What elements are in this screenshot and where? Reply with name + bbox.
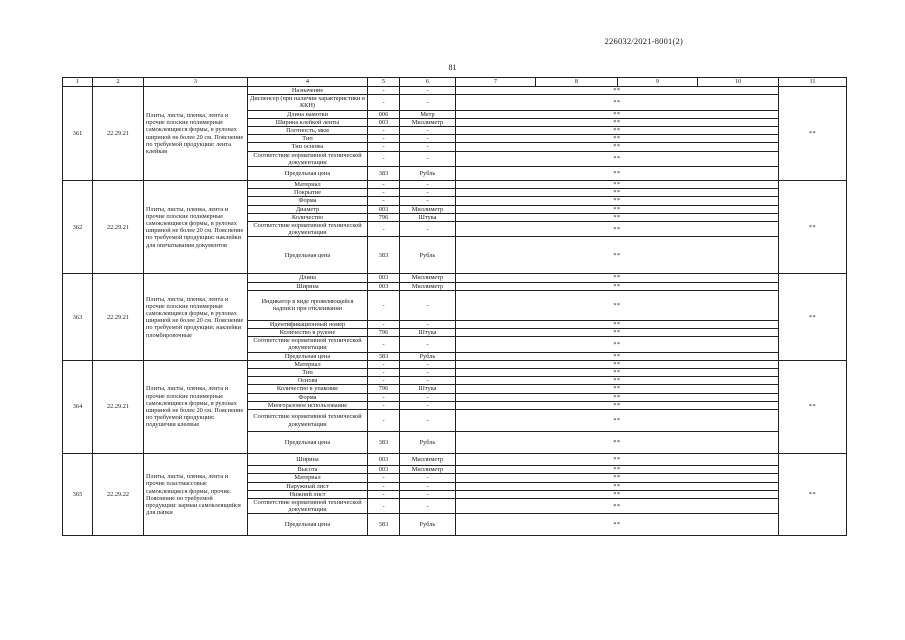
characteristic-name: Материал — [248, 360, 368, 368]
unit-name: - — [400, 95, 456, 110]
item-number: 365 — [63, 454, 93, 536]
characteristic-name: Наружный лист — [248, 482, 368, 490]
characteristic-value: ** — [456, 189, 779, 197]
unit-name: - — [400, 410, 456, 432]
document-id: 226032/2021-8001(2) — [604, 36, 683, 46]
item-number: 362 — [63, 181, 93, 274]
item-number: 361 — [63, 87, 93, 181]
characteristic-value: ** — [456, 482, 779, 490]
characteristic-value: ** — [456, 393, 779, 401]
unit-name: Рубль — [400, 514, 456, 536]
characteristic-name: Соответствие нормативной технической документации — [248, 410, 368, 432]
characteristic-name: Основа — [248, 377, 368, 385]
unit-code: 383 — [368, 237, 400, 274]
unit-code: - — [368, 87, 400, 95]
characteristic-name: Количество — [248, 213, 368, 221]
unit-code: - — [368, 401, 400, 409]
characteristic-name: Количество в упаковке — [248, 385, 368, 393]
characteristic-value: ** — [456, 401, 779, 409]
column-header: 2 — [93, 78, 144, 87]
characteristic-value: ** — [456, 118, 779, 126]
unit-code: 383 — [368, 352, 400, 360]
characteristic-name: Тип — [248, 369, 368, 377]
characteristic-row — [63, 274, 847, 282]
characteristic-value: ** — [456, 385, 779, 393]
unit-code: - — [368, 197, 400, 205]
unit-name: - — [400, 377, 456, 385]
column-header: 5 — [368, 78, 400, 87]
characteristic-name: Диспенсер (при наличии характеристики в ККН) — [248, 95, 368, 110]
unit-name: - — [400, 222, 456, 237]
characteristic-name: Ширина — [248, 282, 368, 290]
item-name: Плиты, листы, пленка, лента и прочие плоские полимерные самоклеящиеся формы, в рулонах шириной не более 20 см. Пояснение по требуемой продукции: подушечки клеевые — [144, 360, 248, 453]
unit-name: - — [400, 151, 456, 166]
okpd2-code: 22.29.22 — [93, 454, 144, 536]
unit-code: - — [368, 222, 400, 237]
column-header: 11 — [779, 78, 847, 87]
characteristic-value: ** — [456, 151, 779, 166]
unit-code: - — [368, 369, 400, 377]
unit-code: 003 — [368, 274, 400, 282]
unit-code: - — [368, 181, 400, 189]
characteristic-value: ** — [456, 197, 779, 205]
unit-name: - — [400, 197, 456, 205]
unit-name: - — [400, 393, 456, 401]
okpd2-code: 22.29.21 — [93, 274, 144, 360]
unit-name: - — [400, 189, 456, 197]
characteristic-value: ** — [456, 167, 779, 181]
unit-name: - — [400, 181, 456, 189]
okpd2-code: 22.29.21 — [93, 360, 144, 453]
characteristic-value: ** — [456, 498, 779, 513]
column-header: 6 — [400, 78, 456, 87]
column-header: 8 — [536, 78, 618, 87]
unit-name: Миллиметр — [400, 282, 456, 290]
characteristic-name: Предельная цена — [248, 237, 368, 274]
unit-name: - — [400, 135, 456, 143]
unit-name: - — [400, 401, 456, 409]
unit-code: - — [368, 151, 400, 166]
unit-name: Штука — [400, 213, 456, 221]
page-number: 81 — [448, 63, 457, 72]
characteristic-row — [63, 360, 847, 368]
characteristic-value: ** — [456, 474, 779, 482]
unit-code: 006 — [368, 110, 400, 118]
characteristic-value: ** — [456, 466, 779, 474]
unit-name: - — [400, 290, 456, 320]
characteristic-row — [63, 87, 847, 95]
characteristic-value: ** — [456, 490, 779, 498]
characteristic-name: Назначение — [248, 87, 368, 95]
characteristic-name: Индикатор в виде проявляющейся надписи при отклеивании — [248, 290, 368, 320]
characteristic-value: ** — [456, 127, 779, 135]
unit-code: 383 — [368, 167, 400, 181]
characteristic-name: Длина — [248, 274, 368, 282]
item-mark: ** — [779, 360, 847, 453]
characteristic-value: ** — [456, 432, 779, 454]
unit-code: - — [368, 482, 400, 490]
characteristic-value: ** — [456, 290, 779, 320]
unit-code: - — [368, 127, 400, 135]
unit-code: - — [368, 490, 400, 498]
characteristic-value: ** — [456, 222, 779, 237]
unit-code: 003 — [368, 118, 400, 126]
unit-code: - — [368, 320, 400, 328]
characteristic-name: Форма — [248, 197, 368, 205]
characteristic-name: Идентификационный номер — [248, 320, 368, 328]
unit-name: Миллиметр — [400, 466, 456, 474]
column-number-row — [63, 78, 847, 87]
requirements-table — [62, 77, 847, 536]
unit-name: - — [400, 360, 456, 368]
characteristic-value: ** — [456, 213, 779, 221]
unit-name: - — [400, 474, 456, 482]
characteristic-name: Тип основы — [248, 143, 368, 151]
characteristic-name: Предельная цена — [248, 432, 368, 454]
unit-code: 796 — [368, 213, 400, 221]
characteristic-value: ** — [456, 95, 779, 110]
unit-code: 383 — [368, 432, 400, 454]
characteristic-value: ** — [456, 181, 779, 189]
unit-code: 003 — [368, 466, 400, 474]
unit-name: - — [400, 127, 456, 135]
unit-name: - — [400, 498, 456, 513]
characteristic-name: Материал — [248, 181, 368, 189]
unit-code: 383 — [368, 514, 400, 536]
item-mark: ** — [779, 274, 847, 360]
okpd2-code: 22.29.21 — [93, 87, 144, 181]
characteristic-name: Соответствие нормативной технической документации — [248, 337, 368, 352]
characteristic-row — [63, 454, 847, 466]
item-name: Плиты, листы, пленка, лента и прочие плоские полимерные самоклеящиеся формы, в рулонах шириной не более 20 см. Пояснение по требуемой продукции: наклейки пломбировочные — [144, 274, 248, 360]
characteristic-value: ** — [456, 454, 779, 466]
unit-name: Метр — [400, 110, 456, 118]
unit-code: - — [368, 189, 400, 197]
characteristic-value: ** — [456, 352, 779, 360]
column-header: 9 — [618, 78, 698, 87]
characteristic-value: ** — [456, 205, 779, 213]
unit-code: - — [368, 360, 400, 368]
unit-code: 796 — [368, 385, 400, 393]
characteristic-name: Тип — [248, 135, 368, 143]
unit-name: Рубль — [400, 432, 456, 454]
item-number: 363 — [63, 274, 93, 360]
characteristic-name: Соответствие нормативной технической документации — [248, 498, 368, 513]
characteristic-name: Ширина клейкой ленты — [248, 118, 368, 126]
unit-name: - — [400, 490, 456, 498]
unit-name: - — [400, 369, 456, 377]
unit-code: 003 — [368, 205, 400, 213]
characteristic-name: Ширина — [248, 454, 368, 466]
column-header: 7 — [456, 78, 536, 87]
characteristic-name: Покрытие — [248, 189, 368, 197]
characteristic-value: ** — [456, 369, 779, 377]
characteristic-name: Высота — [248, 466, 368, 474]
unit-code: - — [368, 393, 400, 401]
unit-name: - — [400, 143, 456, 151]
characteristic-row — [63, 181, 847, 189]
characteristic-value: ** — [456, 360, 779, 368]
table-body — [63, 87, 847, 536]
unit-name: Рубль — [400, 167, 456, 181]
characteristic-value: ** — [456, 274, 779, 282]
unit-name: - — [400, 337, 456, 352]
characteristic-value: ** — [456, 377, 779, 385]
unit-code: - — [368, 135, 400, 143]
characteristic-name: Соответствие нормативной технической документации — [248, 151, 368, 166]
unit-code: 796 — [368, 329, 400, 337]
item-name: Плиты, листы, пленка, лента и прочие плоские полимерные самоклеящиеся формы, в рулонах шириной не более 20 см. Пояснение по требуемой продукции: наклейки для опечатывания документов — [144, 181, 248, 274]
item-mark: ** — [779, 87, 847, 181]
unit-code: - — [368, 143, 400, 151]
characteristic-name: Диаметр — [248, 205, 368, 213]
characteristic-value: ** — [456, 110, 779, 118]
characteristic-name: Соответствие нормативной технической документации — [248, 222, 368, 237]
characteristic-value: ** — [456, 143, 779, 151]
unit-name: Миллиметр — [400, 274, 456, 282]
characteristic-value: ** — [456, 87, 779, 95]
characteristic-value: ** — [456, 282, 779, 290]
unit-code: - — [368, 290, 400, 320]
characteristic-name: Предельная цена — [248, 167, 368, 181]
unit-code: - — [368, 337, 400, 352]
characteristic-name: Плотность, мкм — [248, 127, 368, 135]
characteristic-value: ** — [456, 337, 779, 352]
okpd2-code: 22.29.21 — [93, 181, 144, 274]
unit-name: - — [400, 320, 456, 328]
characteristic-value: ** — [456, 237, 779, 274]
unit-code: - — [368, 410, 400, 432]
column-header: 3 — [144, 78, 248, 87]
item-name: Плиты, листы, пленка, лента и прочие плоские полимерные самоклеящиеся формы, в рулонах шириной не более 20 см. Пояснение по требуемой продукции: лента клейкая — [144, 87, 248, 181]
characteristic-value: ** — [456, 329, 779, 337]
item-mark: ** — [779, 454, 847, 536]
unit-code: - — [368, 474, 400, 482]
characteristic-value: ** — [456, 320, 779, 328]
characteristic-name: Количество в рулоне — [248, 329, 368, 337]
characteristic-name: Предельная цена — [248, 352, 368, 360]
unit-name: Штука — [400, 329, 456, 337]
unit-name: Миллиметр — [400, 205, 456, 213]
unit-name: - — [400, 87, 456, 95]
unit-code: 003 — [368, 282, 400, 290]
characteristic-name: Нижний лист — [248, 490, 368, 498]
unit-name: Рубль — [400, 237, 456, 274]
unit-name: Миллиметр — [400, 454, 456, 466]
characteristic-name: Многоразовое использование — [248, 401, 368, 409]
characteristic-value: ** — [456, 135, 779, 143]
characteristic-name: Предельная цена — [248, 514, 368, 536]
item-number: 364 — [63, 360, 93, 453]
item-mark: ** — [779, 181, 847, 274]
characteristic-name: Форма — [248, 393, 368, 401]
column-header: 1 — [63, 78, 93, 87]
column-header: 4 — [248, 78, 368, 87]
unit-code: 003 — [368, 454, 400, 466]
characteristic-name: Материал — [248, 474, 368, 482]
unit-name: Рубль — [400, 352, 456, 360]
item-name: Плиты, листы, пленка, лента и прочие пластмассовые самоклеящиеся формы, прочие. Пояснение по требуемой продукции: карман самоклеящийся для папки — [144, 454, 248, 536]
characteristic-value: ** — [456, 410, 779, 432]
unit-code: - — [368, 377, 400, 385]
column-header: 10 — [698, 78, 779, 87]
unit-name: Штука — [400, 385, 456, 393]
unit-name: Миллиметр — [400, 118, 456, 126]
characteristic-value: ** — [456, 514, 779, 536]
unit-code: - — [368, 95, 400, 110]
unit-name: - — [400, 482, 456, 490]
characteristic-name: Длина намотки — [248, 110, 368, 118]
unit-code: - — [368, 498, 400, 513]
